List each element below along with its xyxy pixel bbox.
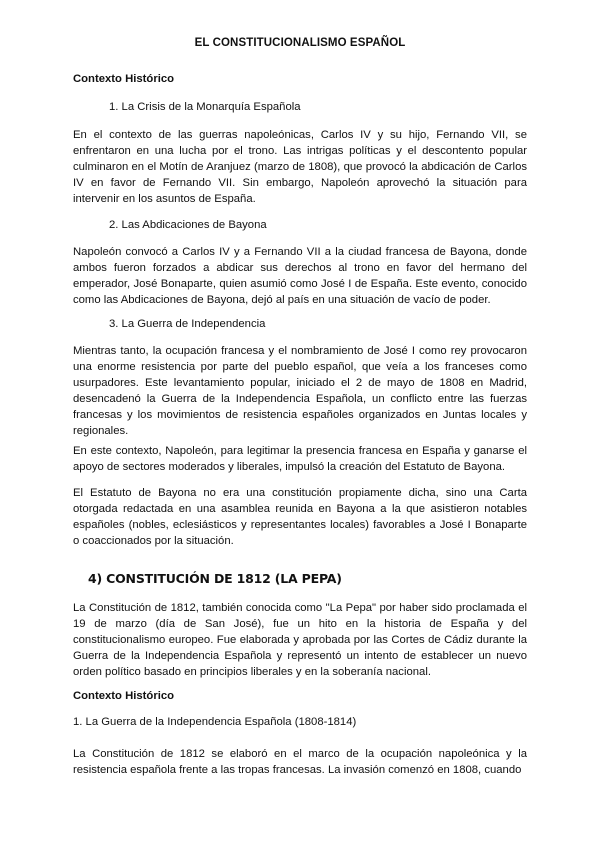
paragraph-estatuto-intro: En este contexto, Napoleón, para legitimar la presencia francesa en España y ganarse el apoyo de sectores moderados y liberales, impulsó la creación del Estatuto de Bayona. bbox=[73, 445, 527, 473]
context-heading-2: Contexto Histórico bbox=[73, 690, 175, 702]
subheading-crisis: 1. La Crisis de la Monarquía Española bbox=[109, 101, 301, 113]
context-heading: Contexto Histórico bbox=[73, 73, 175, 85]
subheading-abdicaciones: 2. Las Abdicaciones de Bayona bbox=[109, 219, 267, 231]
section-4-title: 4) CONSTITUCIÓN DE 1812 (LA PEPA) bbox=[88, 571, 342, 586]
subheading-guerra: 3. La Guerra de Independencia bbox=[109, 318, 266, 330]
paragraph-guerra: Mientras tanto, la ocupación francesa y el nombramiento de José I como rey provocaron una enorme resistencia por parte del pueblo español, que veía a los franceses como usurpadores. Este levantamiento popular, iniciado el 2 de mayo de 1808 en Madrid, desencadenó la Guerra de la Independencia Española, un conflicto entre las fuerzas francesas y los movimientos de resistencia españoles organizados en Juntas locales y regionales. bbox=[73, 345, 527, 437]
paragraph-estatuto: El Estatuto de Bayona no era una constitución propiamente dicha, sino una Carta otorgada redactada en una asamblea reunida en Bayona a la que asistieron notables españoles (nobles, eclesiásticos y representantes locales) favorables a José I Bonaparte o coaccionados por la situación. bbox=[73, 487, 527, 547]
paragraph-abdicaciones: Napoleón convocó a Carlos IV y a Fernando VII a la ciudad francesa de Bayona, donde ambos fueron forzados a abdicar sus derechos al trono en favor del hermano del emperador, José Bonaparte, quien asumió como José I de España. Este evento, conocido como las Abdicaciones de Bayona, dejó al país en una situación de vacío de poder. bbox=[73, 246, 527, 306]
paragraph-guerra-independencia: La Constitución de 1812 se elaboró en el marco de la ocupación napoleónica y la resistencia española frente a las tropas francesas. La invasión comenzó en 1808, cuando bbox=[73, 748, 527, 776]
paragraph-crisis: En el contexto de las guerras napoleónicas, Carlos IV y su hijo, Fernando VII, se enfrentaron en una lucha por el trono. Las intrigas políticas y el descontento popular culminaron en el Motín de Aranjuez (marzo de 1808), que provocó la abdicación de Carlos IV en favor de Fernando VII. Sin embargo, Napoleón aprovechó la situación para intervenir en los asuntos de España. bbox=[73, 129, 527, 205]
document-title: EL CONSTITUCIONALISMO ESPAÑOL bbox=[194, 37, 406, 49]
subheading-guerra-independencia: 1. La Guerra de la Independencia Española (1808-1814) bbox=[73, 716, 357, 728]
paragraph-pepa-intro: La Constitución de 1812, también conocida como "La Pepa" por haber sido proclamada el 19 de marzo (día de San José), fue un hito en la historia de España y del constitucionalismo europeo. Fue elaborada y aprobada por las Cortes de Cádiz durante la Guerra de la Independencia Española y representó un intento de establecer un nuevo orden político basado en principios liberales y en la soberanía nacional. bbox=[73, 602, 527, 678]
